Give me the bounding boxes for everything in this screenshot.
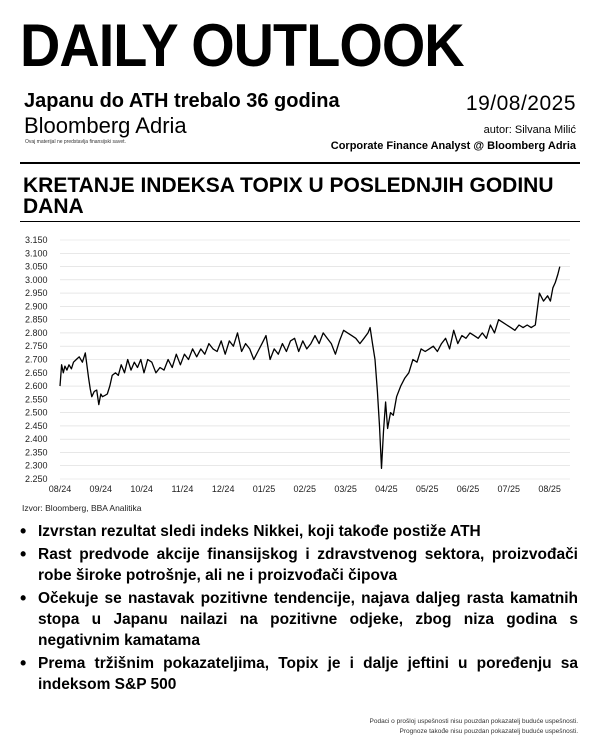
report-date: 19/08/2025 [465, 92, 576, 115]
y-tick-label: 2.750 [25, 341, 48, 352]
x-tick-label: 11/24 [171, 484, 194, 494]
bullet-item: • Izvrstan rezultat sledi indeks Nikkei, koji takođe postiže ATH [18, 521, 578, 542]
x-tick-label: 07/25 [497, 484, 521, 494]
x-tick-label: 09/24 [89, 484, 113, 494]
bullet-item: • Rast predvode akcije finansijskog i zdravstvenog sektora, proizvođači robe široke potrošnje, ali ne i proizvođači čipova [18, 544, 578, 586]
bullet-item: • Očekuje se nastavak pozitivne tendencije, najava daljeg rasta kamatnih stopa u Japanu nailazi na pozitivne odjeke, zbog niza godina s negativnim kamatama [18, 588, 578, 651]
chart-title: KRETANJE INDEKSA TOPIX U POSLEDNJIH GODINU DANA [23, 174, 554, 218]
report-subtitle: Japanu do ATH trebalo 36 godina [24, 90, 340, 112]
y-tick-label: 2.300 [25, 460, 48, 471]
x-tick-label: 06/25 [456, 484, 480, 494]
y-tick-label: 2.400 [25, 434, 48, 445]
y-tick-label: 3.050 [25, 261, 48, 272]
y-tick-label: 2.850 [25, 314, 48, 325]
x-tick-label: 03/25 [334, 484, 357, 494]
x-tick-label: 05/25 [415, 484, 439, 494]
y-tick-label: 3.000 [25, 274, 48, 285]
y-tick-label: 2.450 [25, 420, 48, 431]
x-tick-label: 08/24 [48, 484, 72, 494]
x-tick-label: 01/25 [252, 484, 276, 494]
top-disclaimer: Ovaj materijal ne predstavlja finansijski savet. [25, 139, 126, 145]
y-axis-ticks [25, 235, 48, 484]
topix-line-chart [0, 228, 600, 498]
y-tick-label: 3.150 [25, 235, 48, 245]
x-tick-label: 12/24 [211, 484, 235, 494]
author-role: Corporate Finance Analyst @ Bloomberg Adria [330, 140, 576, 152]
y-tick-label: 2.900 [25, 301, 48, 312]
footer-disclaimer-1: Podaci o prošloj uspešnosti nisu pouzdan pokazatelj buduće uspešnosti. [369, 718, 578, 725]
header-divider [20, 162, 580, 164]
y-tick-label: 2.950 [25, 288, 48, 299]
bullet-list [18, 521, 578, 697]
y-tick-label: 2.550 [25, 394, 48, 405]
y-tick-label: 2.600 [25, 381, 48, 392]
author-name: autor: Silvana Milić [483, 124, 576, 136]
y-tick-label: 2.700 [25, 354, 48, 365]
y-tick-label: 3.100 [25, 248, 48, 259]
x-tick-label: 02/25 [293, 484, 317, 494]
y-tick-label: 2.800 [25, 327, 48, 338]
chart-series [60, 267, 560, 469]
masthead-title: DAILY OUTLOOK [20, 12, 464, 79]
x-tick-label: 04/25 [375, 484, 398, 494]
y-tick-label: 2.500 [25, 407, 48, 418]
x-tick-label: 10/24 [130, 484, 153, 494]
chart-title-divider [20, 221, 580, 222]
x-axis-ticks [49, 484, 561, 494]
y-tick-label: 2.650 [25, 367, 48, 378]
x-tick-label: 08/25 [538, 484, 561, 494]
y-tick-label: 2.250 [25, 474, 48, 484]
chart-gridlines [60, 240, 570, 479]
brand-name: Bloomberg Adria [24, 113, 187, 138]
bullet-item: • Prema tržišnim pokazateljima, Topix je i dalje jeftini u poređenju sa indeksom S&P 500 [18, 653, 578, 695]
y-tick-label: 2.350 [25, 447, 48, 458]
series-line-topix [60, 267, 560, 469]
footer-disclaimer-2: Prognoze takođe nisu pouzdan pokazatelj buduće uspešnosti. [399, 728, 578, 735]
chart-source: Izvor: Bloomberg, BBA Analitika [22, 503, 142, 513]
